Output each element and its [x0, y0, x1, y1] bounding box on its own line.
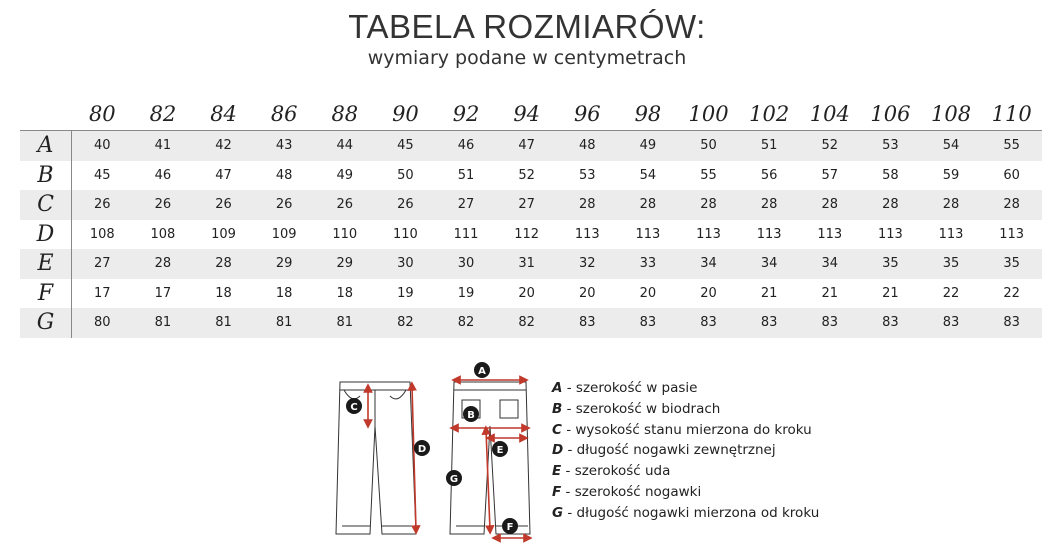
table-cell: 34 — [760, 256, 778, 272]
table-row — [20, 279, 1042, 309]
table-cell: 30 — [457, 256, 475, 272]
table-cell: 27 — [457, 197, 475, 213]
legend-item — [552, 463, 819, 484]
table-cell: 26 — [275, 197, 293, 213]
table-body — [20, 130, 1042, 338]
table-cell: 21 — [760, 285, 778, 301]
table-cell: 28 — [154, 256, 172, 272]
table-cell: 83 — [821, 315, 839, 331]
table-cell: 57 — [821, 167, 839, 183]
table-cell: 29 — [336, 256, 354, 272]
table-cell: 35 — [1003, 256, 1020, 272]
legend-item — [552, 442, 819, 463]
table-cell: 26 — [154, 197, 172, 213]
size-header-cell: 104 — [809, 102, 850, 126]
table-cell: 43 — [275, 138, 293, 154]
table-cell: 113 — [696, 226, 721, 242]
table-cell: 45 — [94, 167, 111, 183]
row-label: D — [20, 220, 72, 250]
table-cell: 28 — [639, 197, 657, 213]
size-header-cell: 90 — [392, 102, 419, 126]
table-cell: 109 — [271, 226, 297, 242]
table-cell: 82 — [457, 315, 475, 331]
legend-text: - długość nogawki zewnętrznej — [563, 442, 776, 459]
table-cell: 52 — [821, 138, 839, 154]
legend-key: E — [552, 463, 562, 480]
row-label: B — [20, 161, 72, 191]
table-cell: 47 — [518, 138, 535, 154]
table-cell: 21 — [882, 285, 899, 301]
table-cell: 49 — [639, 138, 657, 154]
table-row — [20, 249, 1042, 279]
row-label: C — [20, 190, 72, 220]
pants-diagram — [330, 356, 532, 548]
table-cell: 53 — [882, 138, 899, 154]
table-row — [20, 308, 1042, 338]
table-cell: 28 — [942, 197, 960, 213]
table-cell: 51 — [760, 138, 778, 154]
table-cell: 18 — [275, 285, 293, 301]
legend-text: - wysokość stanu mierzona do kroku — [561, 421, 812, 438]
page-title: TABELA ROZMIARÓW: — [348, 8, 706, 45]
table-cell: 26 — [397, 197, 414, 213]
size-header-cell: 100 — [688, 102, 729, 126]
table-cell: 80 — [94, 315, 111, 331]
table-cell: 112 — [514, 226, 540, 242]
legend-text: - długość nogawki mierzona od kroku — [563, 504, 820, 521]
table-cell: 20 — [518, 285, 535, 301]
svg-text:D: D — [417, 444, 427, 455]
table-cell: 35 — [882, 256, 899, 272]
legend-key: F — [552, 483, 562, 500]
table-cell: 55 — [1003, 138, 1020, 154]
table-cell: 20 — [579, 285, 596, 301]
size-header-row — [20, 96, 1042, 128]
size-header-cell: 92 — [452, 102, 480, 126]
size-header-cell: 96 — [573, 102, 601, 126]
table-cell: 82 — [518, 315, 535, 331]
table-cell: 18 — [215, 285, 232, 301]
legend-text: - szerokość w pasie — [562, 380, 698, 396]
size-header-cell: 86 — [270, 102, 298, 126]
table-cell: 45 — [397, 138, 414, 154]
table-cell: 34 — [821, 256, 839, 272]
table-cell: 83 — [579, 315, 596, 331]
table-cell: 31 — [518, 256, 535, 272]
row-label: E — [20, 249, 72, 279]
marker-g — [446, 470, 462, 486]
measurement-legend — [552, 380, 819, 526]
size-header-cell: 82 — [149, 102, 177, 126]
legend-text: - szerokość w biodrach — [562, 400, 721, 417]
table-cell: 27 — [94, 256, 111, 272]
table-cell: 113 — [574, 226, 600, 242]
table-cell: 26 — [94, 197, 111, 213]
table-cell: 109 — [211, 226, 236, 242]
svg-text:B: B — [467, 410, 475, 421]
legend-key: D — [552, 442, 564, 459]
table-cell: 17 — [94, 285, 111, 301]
legend-item — [552, 401, 819, 422]
table-cell: 21 — [821, 285, 839, 301]
marker-d — [414, 440, 430, 456]
table-cell: 108 — [89, 226, 115, 242]
svg-text:E: E — [496, 445, 504, 456]
size-header-cell: 102 — [749, 102, 790, 126]
size-header-cell: 110 — [991, 102, 1032, 126]
table-cell: 55 — [700, 167, 717, 183]
marker-b — [463, 406, 479, 422]
table-cell: 50 — [700, 138, 717, 154]
table-cell: 58 — [882, 167, 899, 183]
table-cell: 52 — [518, 167, 535, 183]
table-cell: 19 — [457, 285, 475, 301]
size-header-cell: 94 — [513, 102, 541, 126]
table-cell: 108 — [150, 226, 176, 242]
table-cell: 28 — [760, 197, 778, 213]
table-cell: 113 — [878, 226, 903, 242]
table-cell: 83 — [639, 315, 657, 331]
table-cell: 82 — [397, 315, 414, 331]
table-cell: 83 — [942, 315, 960, 331]
table-cell: 56 — [760, 167, 778, 183]
size-table — [20, 96, 1042, 338]
table-cell: 48 — [275, 167, 293, 183]
table-cell: 51 — [457, 167, 475, 183]
table-cell: 34 — [700, 256, 717, 272]
row-label: A — [20, 131, 72, 161]
table-cell: 54 — [639, 167, 657, 183]
svg-text:C: C — [350, 402, 358, 413]
table-cell: 46 — [154, 167, 172, 183]
table-cell: 22 — [942, 285, 960, 301]
table-row — [20, 220, 1042, 250]
table-cell: 60 — [1003, 167, 1020, 183]
size-header-cell: 106 — [870, 102, 911, 126]
table-cell: 18 — [336, 285, 354, 301]
table-cell: 29 — [275, 256, 293, 272]
page-subtitle: wymiary podane w centymetrach — [367, 47, 687, 69]
table-cell: 54 — [942, 138, 960, 154]
size-header-cell: 108 — [931, 102, 972, 126]
table-cell: 83 — [760, 315, 778, 331]
table-cell: 113 — [999, 226, 1025, 242]
table-cell: 32 — [579, 256, 596, 272]
table-cell: 19 — [397, 285, 414, 301]
table-cell: 110 — [332, 226, 358, 242]
table-cell: 17 — [154, 285, 172, 301]
table-cell: 83 — [882, 315, 899, 331]
table-row — [20, 131, 1042, 161]
table-cell: 83 — [1003, 315, 1020, 331]
legend-text: - szerokość nogawki — [561, 483, 702, 500]
marker-a — [474, 362, 490, 378]
table-cell: 49 — [336, 167, 354, 183]
legend-key: B — [552, 400, 563, 417]
table-cell: 26 — [336, 197, 354, 213]
legend-key: A — [552, 380, 563, 396]
table-cell: 33 — [639, 256, 657, 272]
row-label: G — [20, 308, 72, 338]
table-cell: 40 — [94, 138, 111, 154]
legend-item — [552, 380, 819, 401]
legend-text: - szerokość uda — [561, 463, 671, 480]
table-cell: 26 — [215, 197, 232, 213]
table-cell: 42 — [215, 138, 232, 154]
marker-c — [346, 398, 362, 414]
table-cell: 35 — [942, 256, 960, 272]
legend-key: C — [552, 421, 562, 438]
table-cell: 28 — [579, 197, 596, 213]
size-header-cell: 84 — [210, 102, 237, 126]
legend-key: G — [552, 504, 564, 521]
table-cell: 22 — [1003, 285, 1020, 301]
legend-item — [552, 422, 819, 443]
table-cell: 28 — [215, 256, 232, 272]
table-cell: 81 — [275, 315, 293, 331]
svg-text:G: G — [449, 474, 459, 485]
table-cell: 20 — [639, 285, 657, 301]
table-cell: 59 — [942, 167, 960, 183]
table-cell: 28 — [1003, 197, 1020, 213]
table-cell: 81 — [336, 315, 354, 331]
table-row — [20, 190, 1042, 220]
table-cell: 83 — [700, 315, 717, 331]
table-cell: 46 — [457, 138, 475, 154]
legend-item — [552, 484, 819, 505]
table-cell: 48 — [579, 138, 596, 154]
table-cell: 81 — [154, 315, 172, 331]
svg-text:A: A — [478, 366, 486, 377]
row-label: F — [20, 279, 72, 309]
table-cell: 113 — [635, 226, 661, 242]
marker-e — [492, 441, 508, 457]
table-cell: 28 — [821, 197, 839, 213]
table-cell: 27 — [518, 197, 535, 213]
table-cell: 113 — [817, 226, 843, 242]
table-cell: 41 — [154, 138, 172, 154]
table-cell: 53 — [579, 167, 596, 183]
table-cell: 111 — [453, 226, 479, 242]
size-header-cell: 98 — [634, 102, 662, 126]
table-cell: 28 — [882, 197, 899, 213]
size-header-cell: 80 — [88, 102, 116, 126]
svg-text:F: F — [506, 522, 514, 533]
table-cell: 30 — [397, 256, 414, 272]
table-cell: 50 — [397, 167, 414, 183]
size-header-cell: 88 — [331, 102, 359, 126]
table-cell: 20 — [700, 285, 717, 301]
table-cell: 47 — [215, 167, 232, 183]
marker-f — [502, 518, 518, 534]
table-cell: 110 — [393, 226, 418, 242]
table-cell: 44 — [336, 138, 354, 154]
table-cell: 28 — [700, 197, 717, 213]
table-row — [20, 161, 1042, 191]
table-cell: 113 — [938, 226, 964, 242]
table-cell: 113 — [756, 226, 782, 242]
legend-item — [552, 505, 819, 526]
table-cell: 81 — [215, 315, 232, 331]
